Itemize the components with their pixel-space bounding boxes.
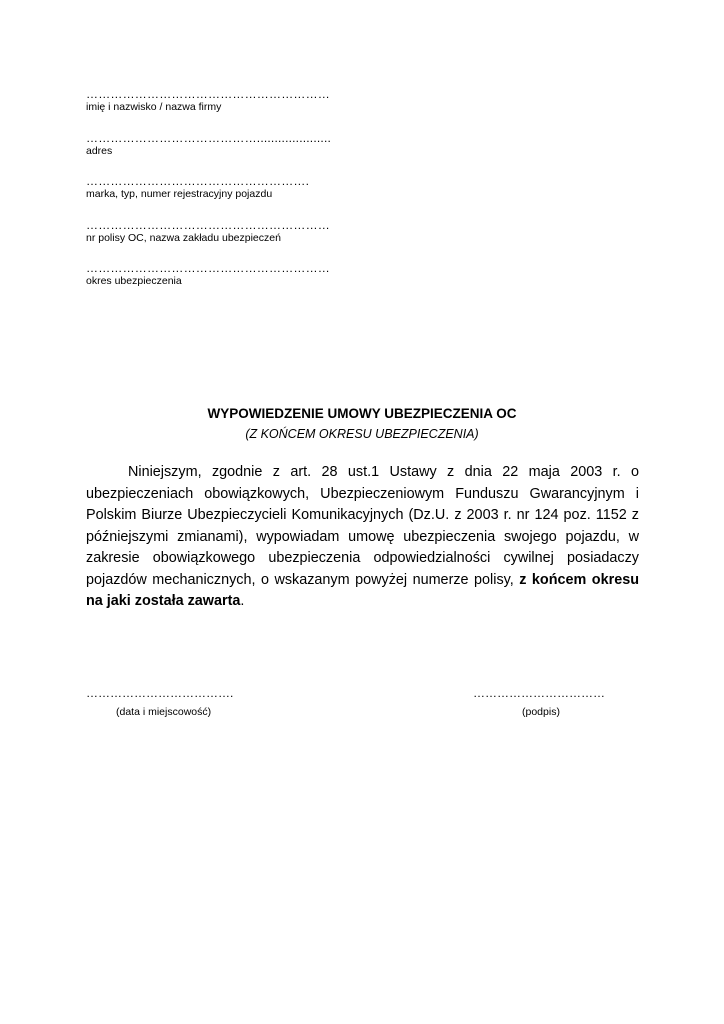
date-place-dots: ………………………………. <box>86 686 234 700</box>
address-field <box>86 131 386 158</box>
name-field-label: imię i nazwisko / nazwa firmy <box>86 101 222 113</box>
period-field-label: okres ubezpieczenia <box>86 275 182 287</box>
vehicle-field-label: marka, typ, numer rejestracyjny pojazdu <box>86 188 273 200</box>
policy-field-label: nr polisy OC, nazwa zakładu ubezpieczeń <box>86 232 281 244</box>
address-field-dots: ……………………………………..................... <box>86 131 332 145</box>
policy-field <box>86 218 386 245</box>
body-text: Niniejszym, zgodnie z art. 28 ust.1 Ustawy z dnia 22 maja 2003 r. o ubezpieczeniach obowiązkowych, Ubezpieczeniowym Funduszu Gwarancyjnym i Polskim Biurze Ubezpieczycieli Komunikacyjnych (Dz.U. z 2003 r. nr 124 poz. 1152 z późniejszymi zmianami), wypowiadam umowę ubezpieczenia swojego pojazdu, w zakresie obowiązkowego ubezpieczenia odpowiedzialności cywilnej posiadaczy pojazdów mechanicznych, o wskazanym powyżej numerze polisy, <box>86 464 639 588</box>
signature-label: (podpis) <box>522 706 560 718</box>
date-place-label: (data i miejscowość) <box>116 706 212 718</box>
vehicle-field <box>86 174 386 201</box>
name-field-dots: …………………………………………………… <box>86 87 330 101</box>
policy-field-dots: …………………………………………………… <box>86 218 330 232</box>
period-field <box>86 261 386 288</box>
period-field-dots: …………………………………………………… <box>86 261 330 275</box>
body-paragraph <box>86 462 639 613</box>
name-field <box>86 87 386 114</box>
body-end: . <box>240 593 245 609</box>
vehicle-field-dots: ………………………………………………. <box>86 174 310 188</box>
address-field-label: adres <box>86 145 113 157</box>
signature-dots: …………………………… <box>473 686 605 700</box>
body-bold-text: z końcem okresu na jaki została zawarta <box>86 571 639 609</box>
document-subtitle: (Z KOŃCEM OKRESU UBEZPIECZENIA) <box>245 427 479 441</box>
document-title: WYPOWIEDZENIE UMOWY UBEZPIECZENIA OC <box>207 406 517 421</box>
